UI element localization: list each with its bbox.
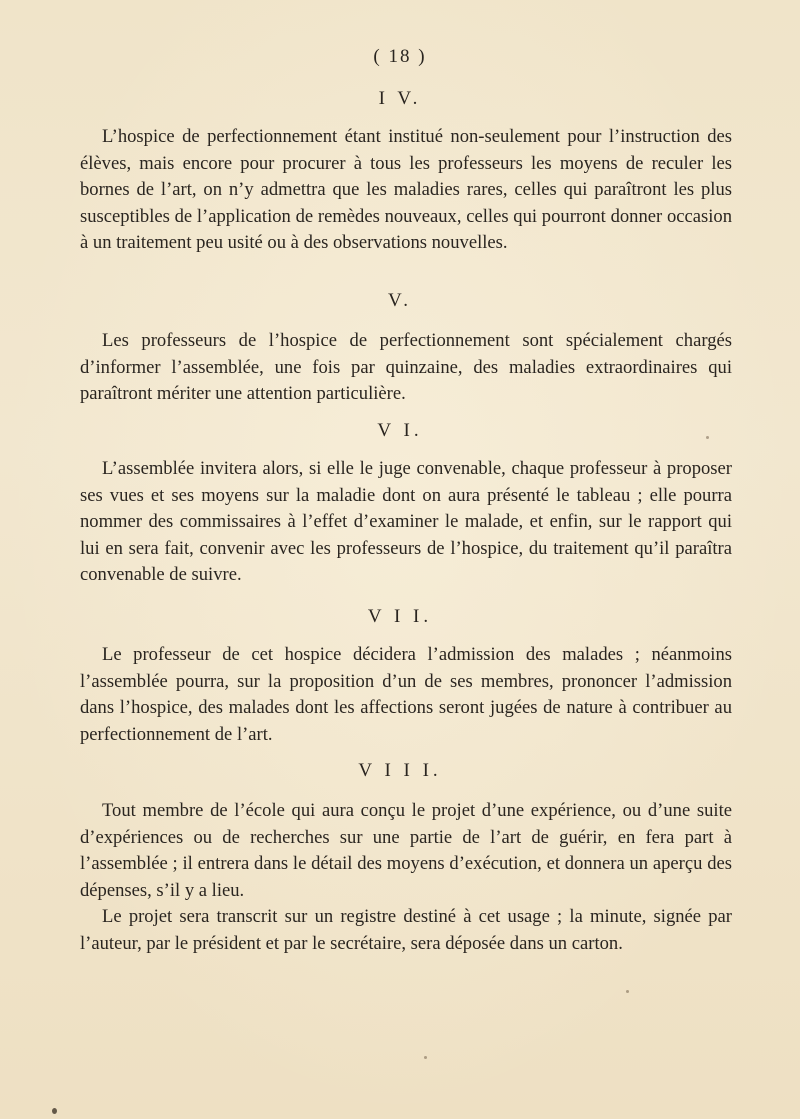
section-heading-vii: V I I. — [367, 606, 433, 627]
article-v-paragraph — [80, 328, 732, 408]
article-vii-paragraph — [80, 642, 732, 748]
article-iv-text: L’hospice de perfectionnement étant institué non-seulement pour l’instruction des élèves, mais encore pour procurer à tous les professeurs les moyens de reculer les bornes de l’art, on n’y admettra que les maladies rares, celles qui paraîtront les plus susceptibles de l’application de remèdes nouveaux, celles qui pourront donner occasion à un traitement peu usité ou à des observations nouvelles. — [80, 126, 732, 254]
article-vi-paragraph — [80, 456, 732, 589]
article-vii-text: Le professeur de cet hospice décidera l’admission des malades ; néanmoins l’assemblée pourra, sur la proposition d’un de ses membres, prononcer l’admission dans l’hospice, des malades dont les affections seront jugées de nature à contribuer au perfectionnement de l’art. — [80, 644, 732, 745]
article-viii-text-2: Le projet sera transcrit sur un registre destiné à cet usage ; la minute, signée par l’auteur, par le président et par le secrétaire, sera déposée dans un carton. — [80, 906, 732, 954]
page-number: ( 18 ) — [373, 46, 427, 67]
section-heading-vi: V I. — [377, 420, 423, 441]
section-heading-v: V. — [387, 290, 413, 311]
paper-speck — [626, 990, 629, 993]
section-heading-iv: I V. — [378, 88, 422, 109]
paper-speck — [706, 436, 709, 439]
section-heading-viii: V I I I. — [358, 760, 442, 781]
article-viii-paragraph-1 — [80, 798, 732, 904]
article-iv-paragraph — [80, 124, 732, 257]
paper-speck — [424, 1056, 427, 1059]
article-v-text: Les professeurs de l’hospice de perfectionnement sont spécialement chargés d’informer l’assemblée, une fois par quinzaine, des maladies extraordinaires qui paraîtront mériter une attention particulière. — [80, 330, 732, 405]
paper-speck — [52, 1108, 57, 1114]
article-vi-text: L’assemblée invitera alors, si elle le juge convenable, chaque professeur à proposer ses vues et ses moyens sur la maladie dont on aura présenté le tableau ; elle pourra nommer des commissaires à l’effet d’examiner le malade, et enfin, sur le rapport qui lui en sera fait, convenir avec les professeurs de l’hospice, du traitement qu’il paraîtra convenable de suivre. — [80, 458, 732, 586]
article-viii-text-1: Tout membre de l’école qui aura conçu le projet d’une expérience, ou d’une suite d’expériences ou de recherches sur une partie de l’art de guérir, en fera part à l’assemblée ; il entrera dans le détail des moyens d’exécution, et donnera un aperçu des dépenses, s’il y a lieu. — [80, 800, 732, 901]
article-viii-paragraph-2 — [80, 904, 732, 957]
